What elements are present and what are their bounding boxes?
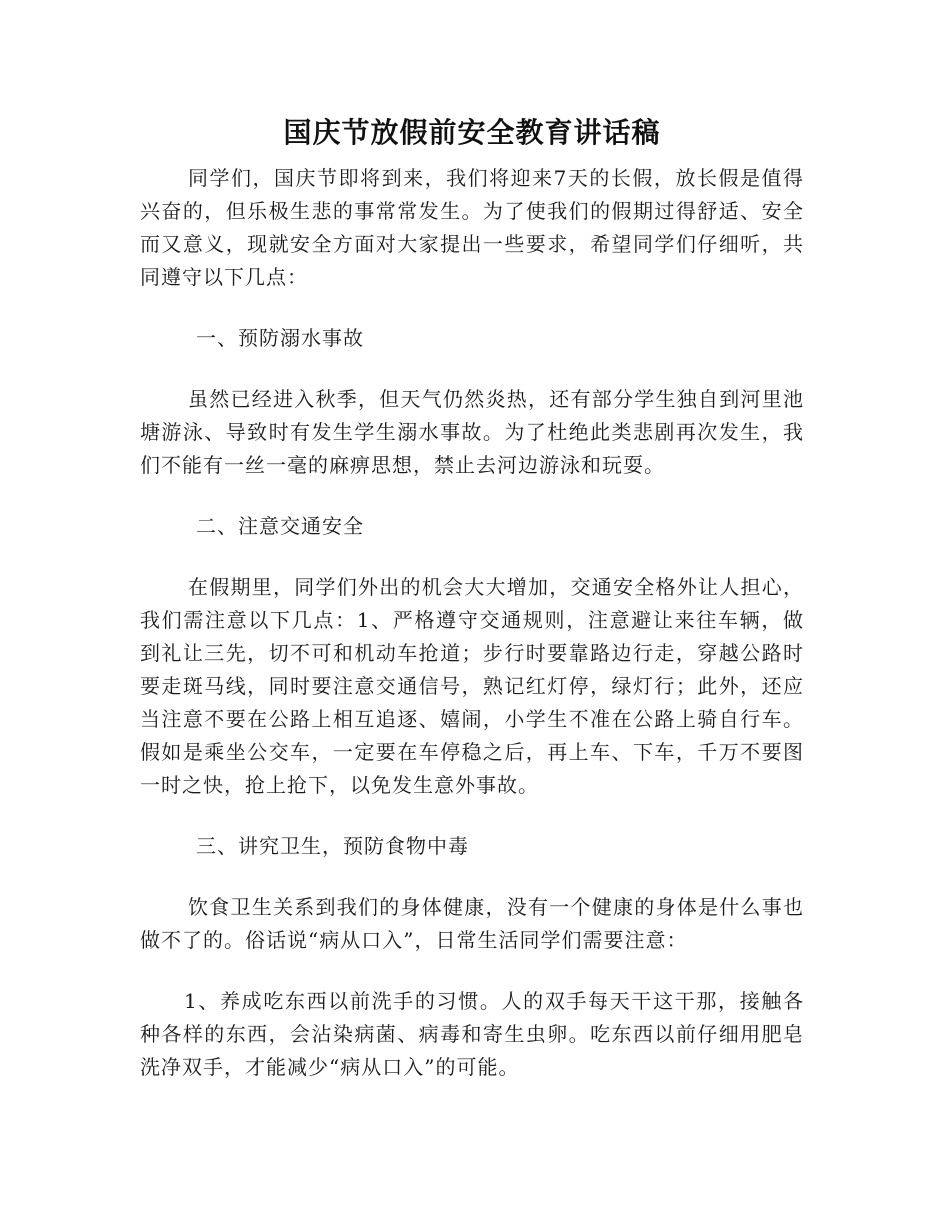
- paragraph-traffic: 在假期里，同学们外出的机会大大增加，交通安全格外让人担心，我们需注意以下几点：1、严格遵守交通规则，注意避让来往车辆，做到礼让三先，切不可和机动车抢道；步行时要靠路边行走，穿越公路时要走斑马线，同时要注意交通信号，熟记红灯停，绿灯行；此外，还应当注意不要在公路上相互追逐、嬉闹，小学生不准在公路上骑自行车。假如是乘坐公交车，一定要在车停稳之后，再上车、下车，千万不要图一时之快，抢上抢下，以免发生意外事故。: [140, 575, 804, 797]
- paragraph-drowning: 虽然已经进入秋季，但天气仍然炎热，还有部分学生独自到河里池塘游泳、导致时有发生学生溺水事故。为了杜绝此类悲剧再次发生，我们不能有一丝一毫的麻痹思想，禁止去河边游泳和玩耍。: [140, 387, 804, 477]
- section-heading-traffic: 二、注意交通安全: [196, 514, 364, 538]
- paragraph-handwashing: 1、养成吃东西以前洗手的习惯。人的双手每天干这干那，接触各种各样的东西，会沾染病菌、病毒和寄生虫卵。吃东西以前仔细用肥皂洗净双手，才能减少“病从口入”的可能。: [140, 989, 804, 1079]
- section-heading-hygiene: 三、讲究卫生，预防食物中毒: [196, 834, 469, 858]
- document-page: [140, 110, 804, 1084]
- intro-paragraph: 同学们，国庆节即将到来，我们将迎来7天的长假，放长假是值得兴奋的，但乐极生悲的事常常发生。为了使我们的假期过得舒适、安全而又意义，现就安全方面对大家提出一些要求，希望同学们仔细听，共同遵守以下几点：: [140, 166, 804, 289]
- paragraph-hygiene-intro: 饮食卫生关系到我们的身体健康，没有一个健康的身体是什么事也做不了的。俗话说“病从口入”，日常生活同学们需要注意：: [140, 895, 804, 952]
- section-heading-drowning: 一、预防溺水事故: [196, 326, 364, 350]
- document-title: 国庆节放假前安全教育讲话稿: [283, 116, 661, 149]
